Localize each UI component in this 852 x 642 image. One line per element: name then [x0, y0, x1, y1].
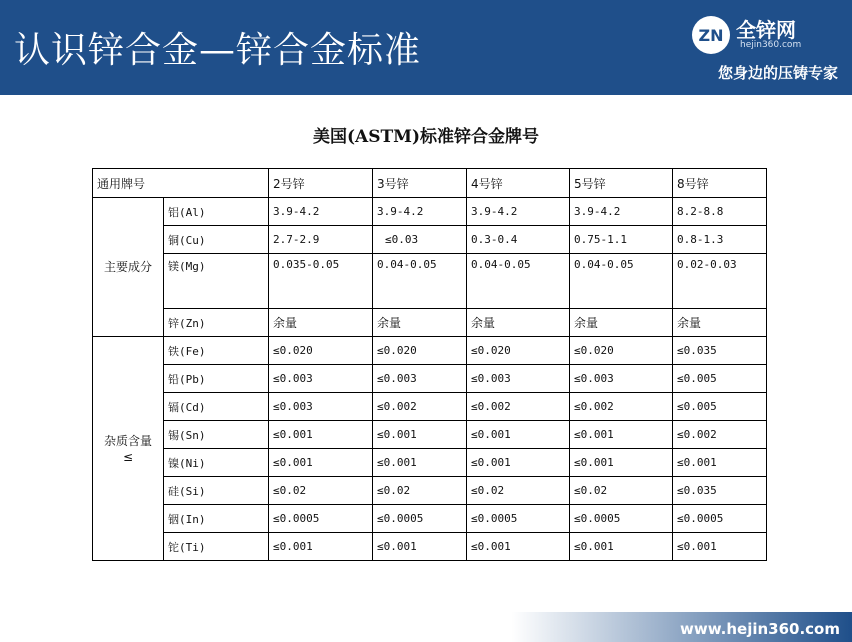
value-cell: 0.3-0.4	[467, 226, 570, 254]
value-cell: 0.8-1.3	[673, 226, 767, 254]
value-cell: ≤0.020	[467, 337, 570, 365]
value-cell: ≤0.001	[570, 421, 673, 449]
value-cell: ≤0.002	[570, 393, 673, 421]
table-row	[93, 254, 767, 309]
value-cell: 3.9-4.2	[570, 198, 673, 226]
element-cell: 铅(Pb)	[164, 365, 269, 393]
zn-logo-icon: ZN	[692, 16, 730, 54]
value-cell: ≤0.001	[467, 449, 570, 477]
footer-url: www.hejin360.com	[680, 620, 840, 638]
value-cell: 余量	[673, 309, 767, 337]
value-cell: ≤0.001	[673, 533, 767, 561]
slide-footer	[0, 612, 852, 642]
brand-logo	[692, 14, 822, 56]
value-cell: ≤0.020	[373, 337, 467, 365]
grade-cell: 4号锌	[467, 169, 570, 198]
value-cell: 0.02-0.03	[673, 254, 767, 309]
value-cell: ≤0.002	[467, 393, 570, 421]
value-cell: ≤0.005	[673, 365, 767, 393]
value-cell: ≤0.02	[269, 477, 373, 505]
element-cell: 铝(Al)	[164, 198, 269, 226]
alloy-standard-table	[92, 168, 767, 561]
value-cell: ≤0.001	[570, 533, 673, 561]
table-row	[93, 365, 767, 393]
value-cell: 0.04-0.05	[570, 254, 673, 309]
impurity-label-line2: ≤	[122, 449, 134, 464]
value-cell: ≤0.035	[673, 337, 767, 365]
table-row	[93, 477, 767, 505]
element-cell: 铊(Ti)	[164, 533, 269, 561]
value-cell: ≤0.02	[570, 477, 673, 505]
value-cell: 2.7-2.9	[269, 226, 373, 254]
value-cell: 0.04-0.05	[467, 254, 570, 309]
value-cell: ≤0.002	[673, 421, 767, 449]
slide-header	[0, 0, 852, 95]
value-cell: 3.9-4.2	[373, 198, 467, 226]
value-cell: ≤0.0005	[269, 505, 373, 533]
value-cell: ≤0.02	[467, 477, 570, 505]
value-cell: ≤0.001	[269, 533, 373, 561]
value-cell: 0.035-0.05	[269, 254, 373, 309]
grade-cell: 3号锌	[373, 169, 467, 198]
value-cell: ≤0.003	[570, 365, 673, 393]
main-composition-label: 主要成分	[93, 198, 164, 337]
value-cell: 余量	[467, 309, 570, 337]
element-cell: 铟(In)	[164, 505, 269, 533]
table-row	[93, 533, 767, 561]
table-row	[93, 505, 767, 533]
grade-cell: 5号锌	[570, 169, 673, 198]
value-cell: ≤0.003	[269, 393, 373, 421]
element-cell: 镁(Mg)	[164, 254, 269, 309]
table-row	[93, 226, 767, 254]
table-row	[93, 337, 767, 365]
value-cell: ≤0.001	[269, 421, 373, 449]
impurity-label-line1: 杂质含量	[103, 433, 152, 448]
value-cell: ≤0.001	[269, 449, 373, 477]
value-cell: ≤0.0005	[570, 505, 673, 533]
element-cell: 铜(Cu)	[164, 226, 269, 254]
element-cell: 镍(Ni)	[164, 449, 269, 477]
brand-name: 全锌网	[736, 18, 796, 42]
table-row	[93, 393, 767, 421]
table-row	[93, 198, 767, 226]
value-cell: 余量	[570, 309, 673, 337]
value-cell: ≤0.02	[373, 477, 467, 505]
value-cell: ≤0.035	[673, 477, 767, 505]
value-cell: 0.04-0.05	[373, 254, 467, 309]
value-cell: ≤0.020	[570, 337, 673, 365]
value-cell: 余量	[373, 309, 467, 337]
value-cell: ≤0.001	[673, 449, 767, 477]
impurity-label	[93, 337, 164, 561]
value-cell: 3.9-4.2	[467, 198, 570, 226]
element-cell: 锌(Zn)	[164, 309, 269, 337]
table-row	[93, 449, 767, 477]
value-cell: 3.9-4.2	[269, 198, 373, 226]
grade-header-row	[93, 169, 767, 198]
table-title: 美国(ASTM)标准锌合金牌号	[312, 127, 540, 147]
grade-cell: 8号锌	[673, 169, 767, 198]
value-cell: ≤0.001	[467, 533, 570, 561]
element-cell: 硅(Si)	[164, 477, 269, 505]
value-cell: ≤0.003	[373, 365, 467, 393]
value-cell: ≤0.001	[570, 449, 673, 477]
slide-title: 认识锌合金—锌合金标准	[14, 30, 422, 71]
value-cell: 余量	[269, 309, 373, 337]
value-cell: 8.2-8.8	[673, 198, 767, 226]
grade-cell: 2号锌	[269, 169, 373, 198]
value-cell: ≤0.0005	[373, 505, 467, 533]
value-cell: ≤0.0005	[467, 505, 570, 533]
value-cell: ≤0.003	[269, 365, 373, 393]
element-cell: 铁(Fe)	[164, 337, 269, 365]
value-cell: ≤0.03	[373, 226, 467, 254]
brand-domain: hejin360.com	[740, 40, 802, 50]
brand-tagline: 您身边的压铸专家	[717, 64, 838, 82]
value-cell: ≤0.020	[269, 337, 373, 365]
value-cell: ≤0.005	[673, 393, 767, 421]
value-cell: ≤0.0005	[673, 505, 767, 533]
element-cell: 锡(Sn)	[164, 421, 269, 449]
value-cell: ≤0.001	[373, 421, 467, 449]
value-cell: ≤0.003	[467, 365, 570, 393]
table-row	[93, 309, 767, 337]
value-cell: ≤0.001	[467, 421, 570, 449]
value-cell: ≤0.002	[373, 393, 467, 421]
value-cell: 0.75-1.1	[570, 226, 673, 254]
value-cell: ≤0.001	[373, 533, 467, 561]
table-row	[93, 421, 767, 449]
element-cell: 镉(Cd)	[164, 393, 269, 421]
value-cell: ≤0.001	[373, 449, 467, 477]
grade-header-label: 通用牌号	[93, 169, 269, 198]
